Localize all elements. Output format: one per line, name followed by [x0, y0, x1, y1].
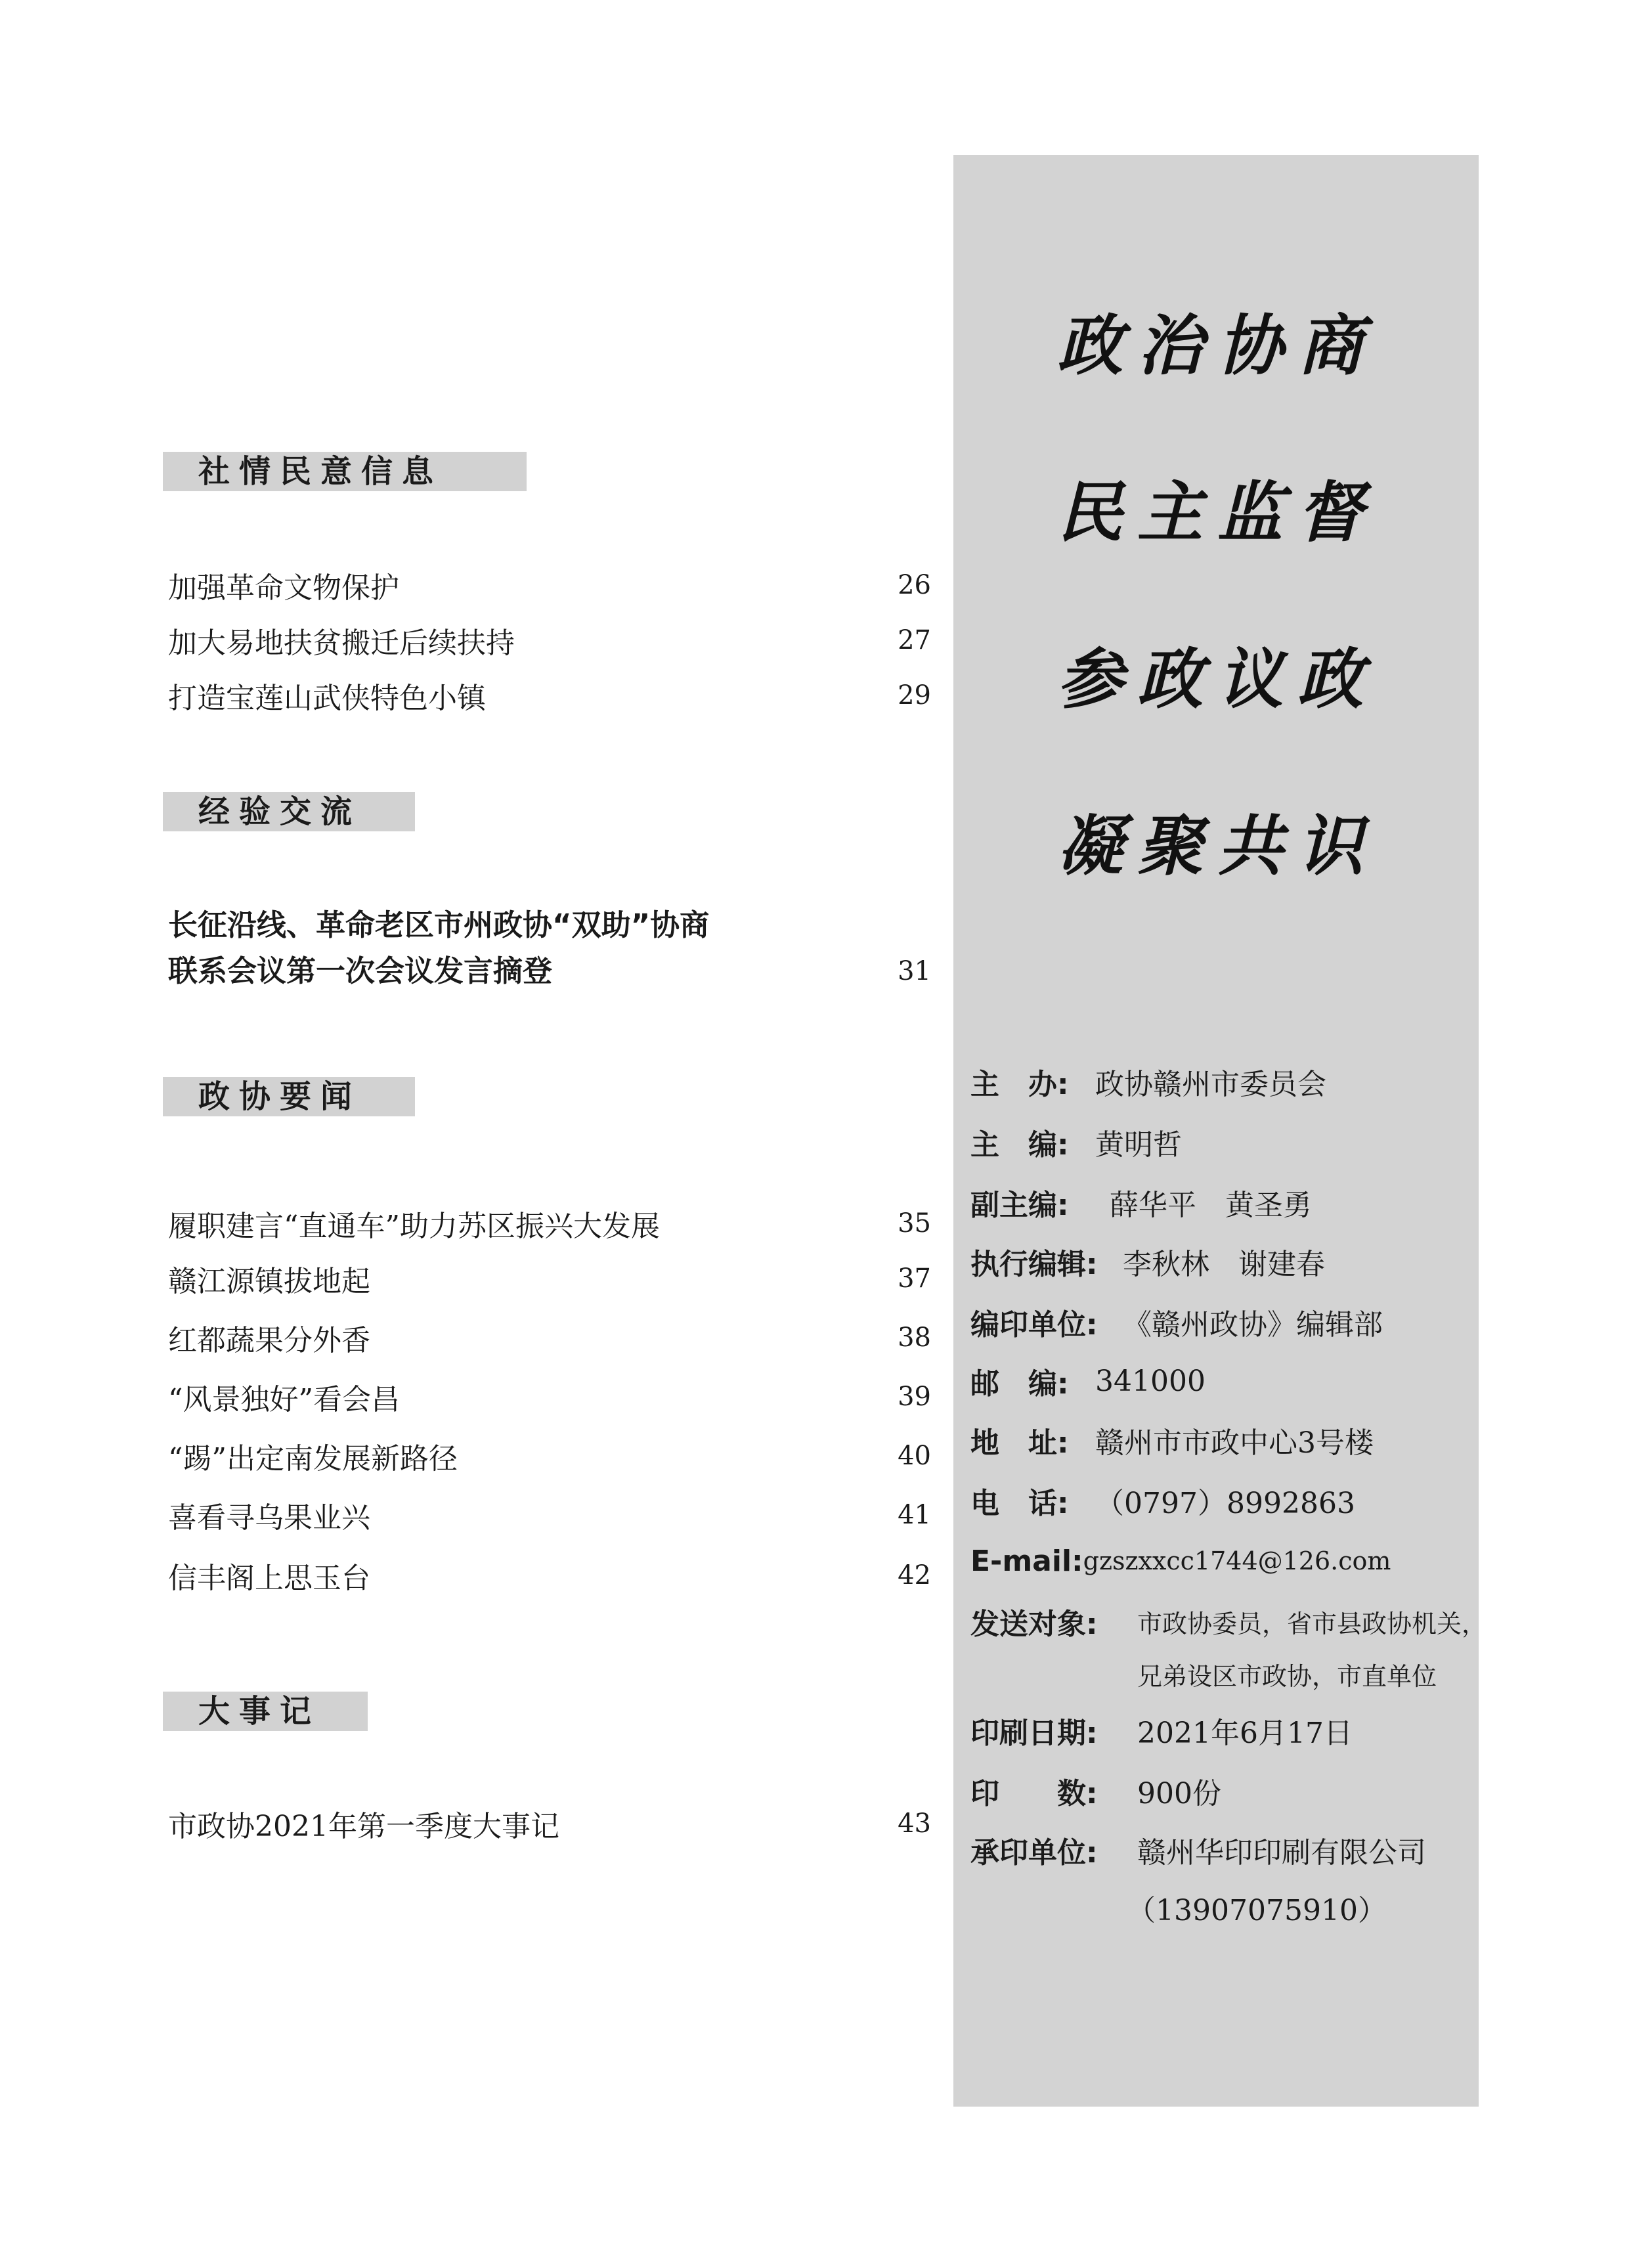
masthead-value: 黄明哲	[1095, 1128, 1182, 1162]
toc-entry[interactable]	[168, 1802, 931, 1845]
masthead-value: 李秋林 谢建春	[1123, 1248, 1325, 1281]
toc-entry-page: 31	[898, 956, 931, 986]
toc-entry-title-line2: 联系会议第一次会议发言摘登	[168, 953, 553, 988]
masthead-value: （0797）8992863	[1095, 1487, 1355, 1520]
toc-entry-title: 打造宝莲山武侠特色小镇	[168, 682, 486, 715]
toc-entry-title-line1[interactable]: 长征沿线、革命老区市州政协“双助”协商	[168, 908, 710, 942]
toc-entry[interactable]	[168, 1493, 931, 1537]
masthead-print-count	[970, 1768, 1221, 1814]
masthead-label: 地 址:	[970, 1426, 1069, 1460]
masthead-recipients	[970, 1598, 1487, 1644]
toc-entry[interactable]	[168, 674, 931, 717]
masthead-value: 《赣州政协》编辑部	[1123, 1308, 1383, 1342]
toc-entry-title: 信丰阁上思玉台	[168, 1562, 370, 1595]
masthead-address	[970, 1417, 1374, 1463]
toc-entry[interactable]	[168, 1257, 931, 1300]
toc-entry[interactable]	[168, 1434, 931, 1478]
masthead-label: 电 话:	[970, 1487, 1069, 1520]
masthead-label: 主 编:	[970, 1128, 1069, 1162]
toc-entry-title: 赣江源镇拔地起	[168, 1265, 370, 1298]
masthead-phone	[970, 1478, 1355, 1523]
masthead-value: 2021年6月17日	[1137, 1717, 1353, 1750]
masthead-value: 政协赣州市委员会	[1095, 1068, 1326, 1101]
masthead-value: 341000	[1095, 1364, 1206, 1398]
masthead-editor	[970, 1119, 1182, 1165]
masthead-label: 编印单位:	[970, 1308, 1098, 1342]
toc-entry[interactable]	[168, 950, 931, 993]
toc-entry-page: 37	[898, 1263, 931, 1294]
toc-entry-page: 29	[898, 680, 931, 711]
section-heading: 经验交流	[163, 792, 415, 831]
slogan-line: 凝聚共识	[1057, 808, 1378, 885]
toc-entry-page: 40	[898, 1441, 931, 1471]
masthead-label: 承印单位:	[970, 1836, 1098, 1870]
toc-entry[interactable]	[168, 1375, 931, 1418]
toc-entry[interactable]	[168, 1202, 931, 1245]
masthead-sponsor	[970, 1059, 1326, 1105]
toc-entry[interactable]	[168, 619, 931, 662]
masthead-recipients-cont	[1137, 1651, 1437, 1697]
toc-entry-page: 27	[898, 625, 931, 655]
masthead-label: 主 办:	[970, 1068, 1069, 1101]
toc-entry-title: 加强革命文物保护	[168, 571, 399, 605]
section-heading: 社情民意信息	[163, 452, 527, 491]
masthead-label: 执行编辑:	[970, 1248, 1098, 1281]
toc-entry[interactable]	[168, 1554, 931, 1597]
masthead-label: E-mail:	[970, 1544, 1083, 1578]
slogan-line: 政治协商	[1057, 307, 1378, 384]
toc-entry-page: 41	[898, 1500, 931, 1530]
toc-entry-title: 红都蔬果分外香	[168, 1324, 370, 1357]
masthead-label: 印刷日期:	[970, 1717, 1098, 1750]
masthead-deputy-editor	[970, 1179, 1312, 1225]
masthead-value: 兄弟设区市政协，市直单位	[1137, 1661, 1437, 1691]
masthead-printer	[970, 1827, 1426, 1873]
toc-entry-page: 35	[898, 1208, 931, 1238]
toc-entry-page: 26	[898, 570, 931, 600]
masthead-label: 副主编:	[970, 1189, 1069, 1222]
toc-entry-title: 市政协2021年第一季度大事记	[168, 1810, 559, 1843]
toc-entry-title: “风景独好”看会昌	[168, 1383, 400, 1416]
masthead-value: 900份	[1137, 1777, 1221, 1810]
masthead-value[interactable]: gzszxxcc1744@126.com	[1083, 1546, 1391, 1575]
masthead-email	[970, 1538, 1391, 1584]
masthead-label: 发送对象:	[970, 1608, 1098, 1641]
toc-entry-page: 39	[898, 1382, 931, 1412]
toc-entry-page: 38	[898, 1323, 931, 1353]
toc-entry-title: 喜看寻乌果业兴	[168, 1501, 370, 1535]
masthead-value: 赣州市市政中心3号楼	[1095, 1426, 1374, 1460]
toc-entry-page: 42	[898, 1560, 931, 1590]
masthead-value: （13907075910）	[1127, 1894, 1387, 1927]
masthead-label: 邮 编:	[970, 1367, 1069, 1401]
slogan-line: 参政议政	[1057, 641, 1378, 718]
slogan-line: 民主监督	[1057, 474, 1378, 551]
masthead-postcode	[970, 1358, 1206, 1404]
masthead-value: 赣州华印印刷有限公司	[1137, 1836, 1426, 1870]
masthead-value: 市政协委员，省市县政协机关，	[1137, 1609, 1487, 1638]
section-heading: 政协要闻	[163, 1077, 415, 1116]
masthead-publisher	[970, 1299, 1383, 1345]
masthead-value: 薛华平 黄圣勇	[1110, 1189, 1312, 1222]
masthead-label: 印 数:	[970, 1777, 1098, 1810]
toc-entry-title: 履职建言“直通车”助力苏区振兴大发展	[168, 1210, 660, 1243]
toc-entry-page: 43	[898, 1808, 931, 1839]
masthead-executive-editor	[970, 1238, 1325, 1284]
masthead-printer-phone	[1127, 1885, 1387, 1931]
toc-entry[interactable]	[168, 1316, 931, 1359]
section-heading: 大事记	[163, 1692, 368, 1731]
toc-entry-title: 加大易地扶贫搬迁后续扶持	[168, 626, 515, 660]
masthead-print-date	[970, 1707, 1353, 1753]
toc-entry[interactable]	[168, 563, 931, 607]
toc-entry-title: “踢”出定南发展新路径	[168, 1442, 458, 1476]
